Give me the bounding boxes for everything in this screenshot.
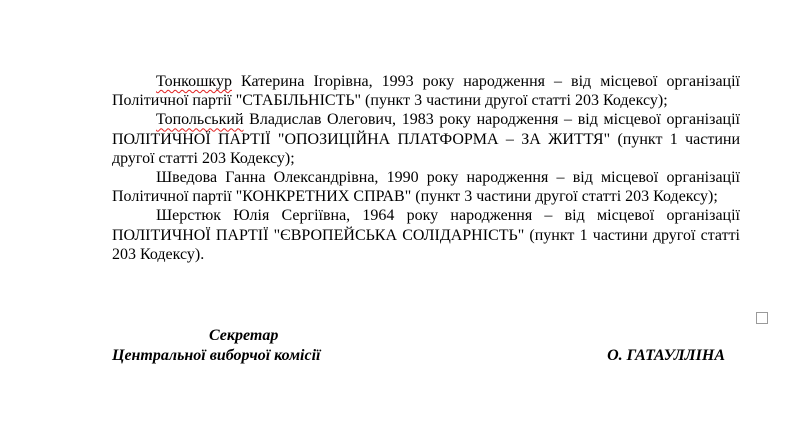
surname-misspelled[interactable]: Топольський — [156, 111, 244, 129]
paragraph-text: Владислав Олегович, 1983 року народження – від місцевої організації ПОЛІТИЧНОЇ ПАРТІЇ "ОПОЗИЦІЙНА ПЛАТФОРМА – ЗА ЖИТТЯ" (пункт 1 частини другої статті 203 Кодексу); — [112, 111, 740, 167]
signature-name: О. ГАТАУЛЛІНА — [607, 347, 725, 364]
paragraph-text: Катерина Ігорівна, 1993 року народження – від місцевої організації Політичної партії "СТАБІЛЬНІСТЬ" (пункт 3 частини другої статті 203 Кодексу); — [112, 73, 740, 110]
layout-anchor-square-icon[interactable] — [756, 312, 768, 324]
candidate-paragraph-3[interactable] — [112, 168, 740, 206]
candidate-paragraph-1[interactable] — [112, 72, 740, 110]
signature-block — [112, 326, 740, 366]
signature-organization: Центральної виборчої комісії — [112, 347, 321, 364]
surname: Шерстюк — [156, 207, 222, 225]
surname: Шведова — [156, 169, 218, 187]
candidate-paragraph-2[interactable] — [112, 110, 740, 168]
surname-misspelled[interactable]: Тонкошкур — [156, 73, 232, 90]
paragraph-text: Юлія Сергіївна, 1964 року народження – від місцевої організації ПОЛІТИЧНОЇ ПАРТІЇ "ЄВРОПЕЙСЬКА СОЛІДАРНІСТЬ" (пункт 1 частини другої статті 203 Кодексу). — [112, 207, 740, 263]
document-body — [112, 72, 740, 264]
candidate-paragraph-4[interactable] — [112, 206, 740, 264]
signature-title: Секретар — [209, 327, 279, 344]
signature-row — [112, 346, 725, 366]
paragraph-text: Ганна Олександрівна, 1990 року народження – від місцевої організації Політичної партії "КОНКРЕТНИХ СПРАВ" (пункт 3 частини другої статті 203 Кодексу); — [112, 169, 740, 206]
